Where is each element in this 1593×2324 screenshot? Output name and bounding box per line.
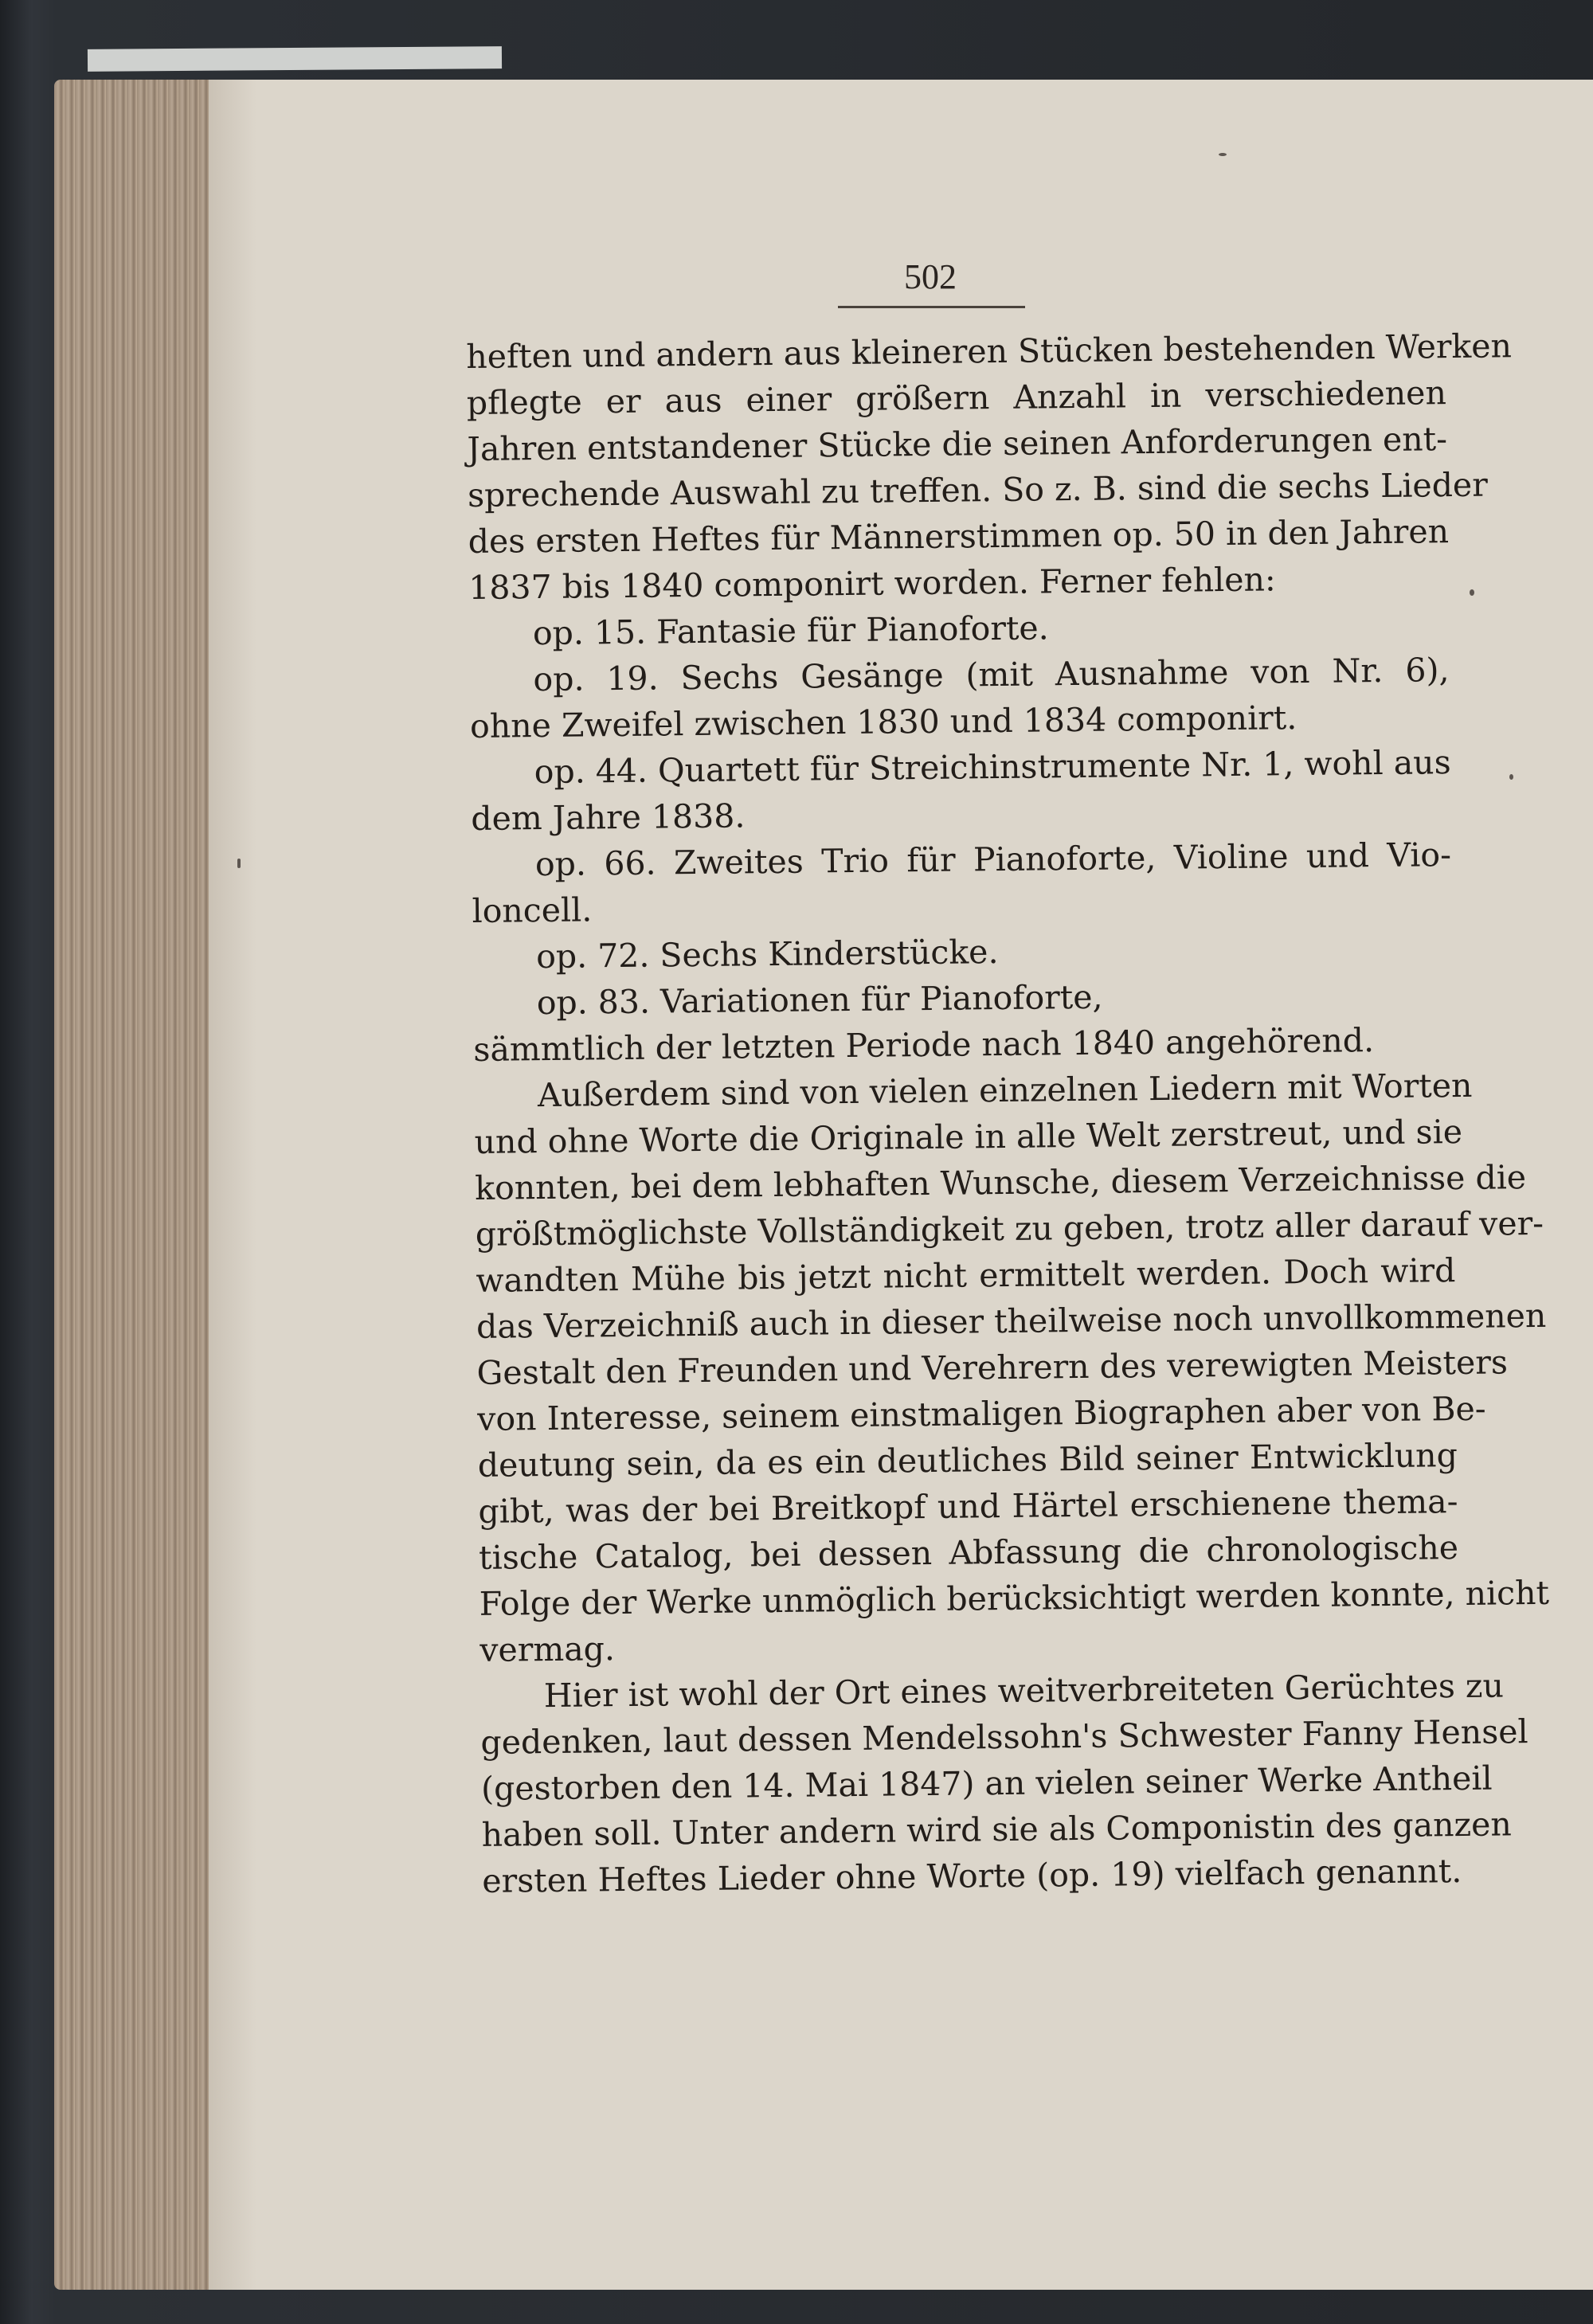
paper-speck <box>1509 774 1513 780</box>
text-line: loncell. <box>472 890 593 930</box>
text-line: dem Jahre 1838. <box>471 796 746 838</box>
text-line: tische Catalog, bei dessen Abfassung die chronologische <box>478 1528 1459 1577</box>
paper-speck <box>1219 153 1227 156</box>
text-line: haben soll. Unter andern wird sie als Componistin des ganzen <box>481 1805 1513 1854</box>
text-line: und ohne Worte die Originale in alle Welt zerstreut, und sie <box>474 1112 1463 1161</box>
text-line: von Interesse, seinem einstmaligen Biographen aber von Be- <box>477 1389 1486 1438</box>
text-line: vermag. <box>479 1630 616 1669</box>
text-line: Folge der Werke unmöglich berücksichtigt werden konnte, nicht <box>479 1573 1550 1623</box>
text-line: gibt, was der bei Breitkopf und Härtel erschienene thema- <box>478 1482 1458 1531</box>
page-number: 502 <box>904 257 957 296</box>
text-line: sämmtlich der letzten Periode nach 1840 angehörend. <box>473 1021 1375 1069</box>
text-line: größtmöglichste Vollständigkeit zu geben, trotz aller darauf ver- <box>475 1203 1544 1254</box>
text-line: deutung sein, da es ein deutliches Bild seiner Entwicklung <box>477 1436 1458 1485</box>
text-line: konnten, bei dem lebhaften Wunsche, diesem Verzeichnisse die <box>474 1158 1527 1207</box>
text-line: op. 83. Variationen für Pianoforte, <box>536 977 1103 1023</box>
text-line: pflegte er aus einer größern Anzahl in verschiedenen <box>466 374 1447 422</box>
text-line: Außerdem sind von vielen einzelnen Liedern mit Worten <box>537 1066 1473 1115</box>
text-line: op. 19. Sechs Gesänge (mit Ausnahme von Nr. 6), <box>533 651 1450 699</box>
text-line: Gestalt den Freunden und Verehrern des verewigten Meisters <box>476 1343 1509 1392</box>
text-line: des ersten Heftes für Männerstimmen op. 50 in den Jahren <box>468 512 1450 561</box>
text-line: sprechende Auswahl zu treffen. So z. B. sind die sechs Lieder <box>467 465 1489 514</box>
header-rule <box>838 306 1025 308</box>
text-line: ohne Zweifel zwischen 1830 und 1834 componirt. <box>469 698 1297 745</box>
text-line: op. 72. Sechs Kinderstücke. <box>535 933 999 976</box>
text-line: wandten Mühe bis jetzt nicht ermittelt werden. Doch wird <box>476 1251 1456 1300</box>
text-line: ersten Heftes Lieder ohne Worte (op. 19) vielfach genannt. <box>482 1852 1462 1900</box>
text-line: 1837 bis 1840 componirt worden. Ferner fehlen: <box>468 560 1276 607</box>
paper-speck <box>237 859 241 868</box>
text-line: gedenken, laut dessen Mendelssohn's Schwester Fanny Hensel <box>480 1712 1528 1762</box>
text-line: op. 44. Quartett für Streichinstrumente Nr. 1, wohl aus <box>534 743 1451 792</box>
text-line: (gestorben den 14. Mai 1847) an vielen seiner Werke Antheil <box>480 1759 1493 1808</box>
text-line: das Verzeichniß auch in dieser theilweise noch unvollkommenen <box>476 1296 1547 1346</box>
text-line: op. 15. Fantasie für Pianoforte. <box>532 608 1049 653</box>
text-line: heften und andern aus kleineren Stücken bestehenden Werken <box>466 327 1513 376</box>
text-line: op. 66. Zweites Trio für Pianoforte, Violine und Vio- <box>534 835 1452 884</box>
text-line: Jahren entstandener Stücke die seinen Anforderungen ent- <box>467 420 1448 468</box>
paper-speck <box>1470 589 1474 596</box>
cover-edge <box>88 46 502 72</box>
text-line: Hier ist wohl der Ort eines weitverbreiteten Gerüchtes zu <box>543 1666 1505 1716</box>
page-edges <box>54 80 213 2290</box>
